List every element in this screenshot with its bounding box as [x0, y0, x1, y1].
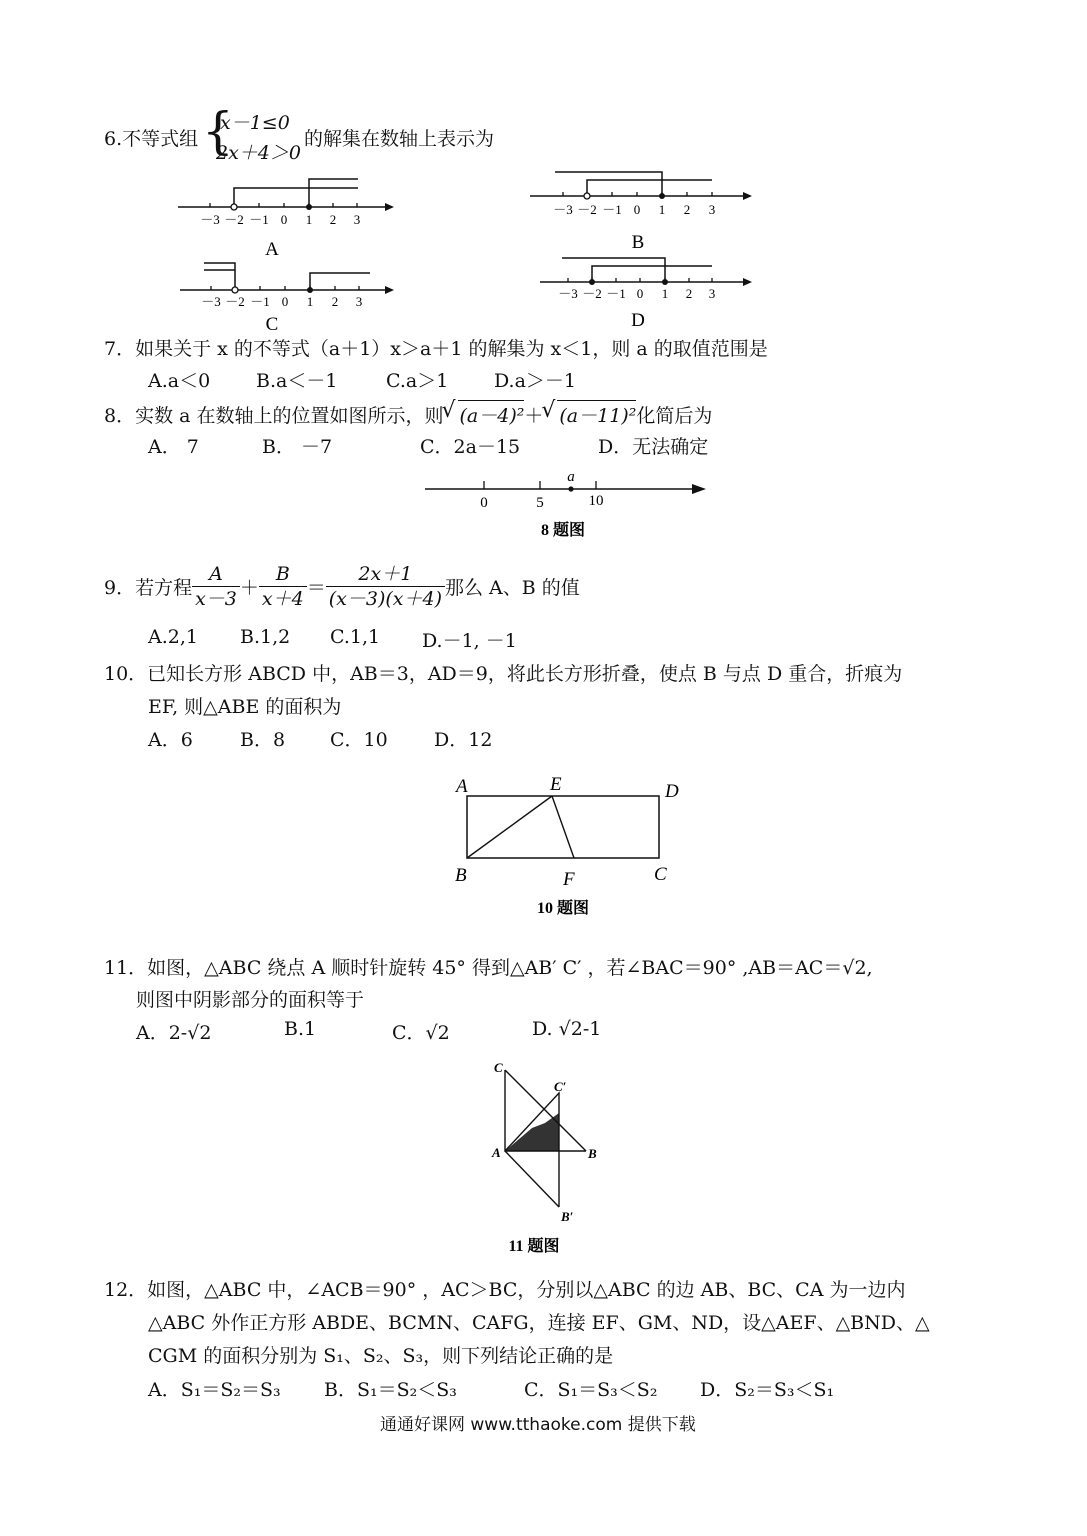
- q6-stem-suffix: 的解集在数轴上表示为: [304, 128, 495, 150]
- q7-option-c: C.a＞1: [386, 370, 449, 392]
- q8-stem-prefix: 8．实数 a 在数轴上的位置如图所示，则: [104, 405, 444, 427]
- tick-label: －3: [200, 212, 220, 227]
- tick-label: 2: [685, 286, 693, 301]
- q11-option-b: B.1: [284, 1018, 317, 1040]
- tick-label: 1: [658, 202, 666, 217]
- q11-line1: 11．如图，△ABC 绕点 A 顺时针旋转 45° 得到△AB′ C′ ，若∠BAC＝90° ,AB＝AC＝√2,: [104, 957, 873, 979]
- q11-option-c: C．√2: [392, 1022, 450, 1044]
- q11-line2: 则图中阴影部分的面积等于: [136, 989, 365, 1011]
- q8-option-a: A． 7: [148, 436, 199, 458]
- q11-label-a: A: [492, 1145, 501, 1160]
- q11-figure: [0, 1055, 1087, 1260]
- q8-plus: ＋: [524, 405, 544, 427]
- q8-stem: [104, 400, 712, 428]
- q6-ineq2: 2x＋4＞0: [216, 142, 301, 164]
- q6-number-lines: [0, 160, 1087, 335]
- q7-stem: 7．如果关于 x 的不等式（a＋1）x＞a＋1 的解集为 x＜1，则 a 的取值范围是: [104, 338, 768, 360]
- q9-stem-suffix: 那么 A、B 的值: [445, 577, 580, 599]
- tick-label: －3: [553, 202, 573, 217]
- q10-label-d: D: [665, 781, 679, 802]
- q10-label-f: F: [563, 869, 575, 890]
- tick-label: －2: [582, 286, 602, 301]
- q12-line1: 12．如图，△ABC 中，∠ACB＝90° ，AC＞BC，分别以△ABC 的边 AB、BC、CA 为一边内: [104, 1279, 906, 1301]
- tick-label: 3: [353, 212, 361, 227]
- tick-label: －1: [250, 294, 270, 309]
- q9-f3-num: 2x＋1: [326, 562, 445, 587]
- axis-label: 5: [536, 495, 544, 511]
- tick-label: 1: [305, 212, 313, 227]
- q6-option-a-letter: A: [265, 239, 279, 260]
- q6-axis-d: [540, 258, 752, 331]
- tick-label: －1: [249, 212, 269, 227]
- q10-option-b: B．8: [240, 729, 286, 751]
- tick-label: －2: [225, 294, 245, 309]
- q8-option-d: D．无法确定: [598, 436, 709, 458]
- tick-label: 1: [306, 294, 314, 309]
- q9-option-c: C.1,1: [330, 626, 381, 648]
- tick-label: 0: [636, 286, 644, 301]
- axis-label: 0: [480, 495, 488, 511]
- q10-label-e: E: [550, 774, 562, 795]
- q10-label-c: C: [654, 864, 667, 885]
- q12-option-a: A．S₁＝S₂＝S₃: [148, 1379, 281, 1401]
- tick-label: －2: [577, 202, 597, 217]
- tick-label: 1: [661, 286, 669, 301]
- tick-label: 0: [281, 294, 289, 309]
- q10-option-a: A．6: [148, 729, 193, 751]
- tick-label: －3: [558, 286, 578, 301]
- tick-label: 3: [708, 286, 716, 301]
- tick-label: －2: [224, 212, 244, 227]
- axis-label: a: [567, 469, 575, 485]
- q12-option-d: D．S₂＝S₃＜S₁: [700, 1379, 835, 1401]
- tick-label: 2: [331, 294, 339, 309]
- q9-f1-num: A: [192, 562, 240, 587]
- q10-line1: 10．已知长方形 ABCD 中，AB＝3，AD＝9，将此长方形折叠，使点 B 与点 D 重合，折痕为: [104, 663, 903, 685]
- q12-line3: CGM 的面积分别为 S₁、S₂、S₃，则下列结论正确的是: [148, 1345, 614, 1367]
- q9-fraction-1: [192, 562, 240, 611]
- q9-plus: ＋: [239, 577, 259, 599]
- tick-label: 3: [355, 294, 363, 309]
- q11-caption: 11 题图: [508, 1238, 560, 1255]
- q12-option-b: B．S₁＝S₂＜S₃: [324, 1379, 457, 1401]
- q8-stem-suffix: 化简后为: [636, 405, 713, 427]
- q10-line2: EF, 则△ABE 的面积为: [148, 696, 342, 718]
- q7-option-d: D.a＞－1: [494, 370, 577, 392]
- q9-f2-num: B: [259, 562, 307, 587]
- q6-stem-prefix: 6.不等式组: [104, 128, 199, 150]
- q7-option-a: A.a＜0: [148, 370, 211, 392]
- q10-option-c: C．10: [330, 729, 388, 751]
- q9-fraction-2: [259, 562, 307, 611]
- q8-radicand-1: (a－4)²: [459, 405, 525, 427]
- q10-label-a: A: [456, 776, 468, 797]
- tick-label: 0: [280, 212, 288, 227]
- q9-fraction-3: [326, 562, 445, 611]
- q8-radical-2: √ (a－11)²: [541, 398, 637, 427]
- q11-label-b: B: [588, 1146, 597, 1161]
- tick-label: －1: [602, 202, 622, 217]
- tick-label: 0: [633, 202, 641, 217]
- q9-option-a: A.2,1: [148, 626, 198, 648]
- q10-caption: 10 题图: [536, 900, 590, 917]
- tick-label: 2: [329, 212, 337, 227]
- q6-brace: {: [202, 102, 234, 160]
- tick-label: －1: [606, 286, 626, 301]
- tick-label: －3: [201, 294, 221, 309]
- q9-f1-den: x－3: [195, 588, 237, 610]
- page-footer: 通通好课网 www.tthaoke.com 提供下载: [380, 1415, 696, 1435]
- q6-option-b-letter: B: [631, 232, 645, 253]
- q9-option-b: B.1,2: [240, 626, 291, 648]
- axis-label: 10: [588, 493, 604, 509]
- q8-caption: 8 题图: [540, 522, 586, 539]
- q8-option-b: B． －7: [262, 436, 333, 458]
- q10-option-d: D．12: [434, 729, 493, 751]
- q6-ineq1: x－1≤0: [220, 112, 290, 134]
- q6-axis-a: [178, 179, 394, 260]
- q8-option-c: C．2a－15: [420, 436, 521, 458]
- q7-option-b: B.a＜－1: [256, 370, 338, 392]
- q6-axis-c: [180, 263, 394, 335]
- q9-equals: ＝: [306, 577, 326, 599]
- q11-option-d: D. √2-1: [532, 1018, 602, 1040]
- q8-radicand-2: (a－11)²: [559, 405, 637, 427]
- q9-f3-den: (x－3)(x＋4): [328, 588, 443, 610]
- q11-option-a: A．2-√2: [136, 1022, 212, 1044]
- tick-label: 3: [708, 202, 716, 217]
- q12-line2: △ABC 外作正方形 ABDE、BCMN、CAFG，连接 EF、GM、ND，设△AEF、△BND、△: [148, 1312, 930, 1334]
- q12-option-c: C．S₁＝S₃＜S₂: [524, 1379, 658, 1401]
- q11-label-b-prime: B′: [561, 1209, 574, 1224]
- q9-option-d: D.－1, －1: [422, 630, 517, 652]
- tick-label: 2: [683, 202, 691, 217]
- q9-f2-den: x＋4: [261, 588, 304, 610]
- q6-axis-b: [530, 172, 752, 253]
- q6-option-c-letter: C: [265, 314, 279, 335]
- q8-radical-1: √ (a－4)²: [441, 398, 525, 427]
- q10-label-b: B: [455, 865, 467, 886]
- q11-label-c-prime: C′: [554, 1079, 567, 1094]
- q11-label-c: C: [494, 1060, 503, 1075]
- q9-stem: [104, 562, 580, 611]
- q10-figure: [0, 770, 1087, 920]
- q6-option-d-letter: D: [631, 310, 645, 331]
- q8-number-line: [0, 465, 1087, 545]
- q9-stem-prefix: 9．若方程: [104, 577, 193, 599]
